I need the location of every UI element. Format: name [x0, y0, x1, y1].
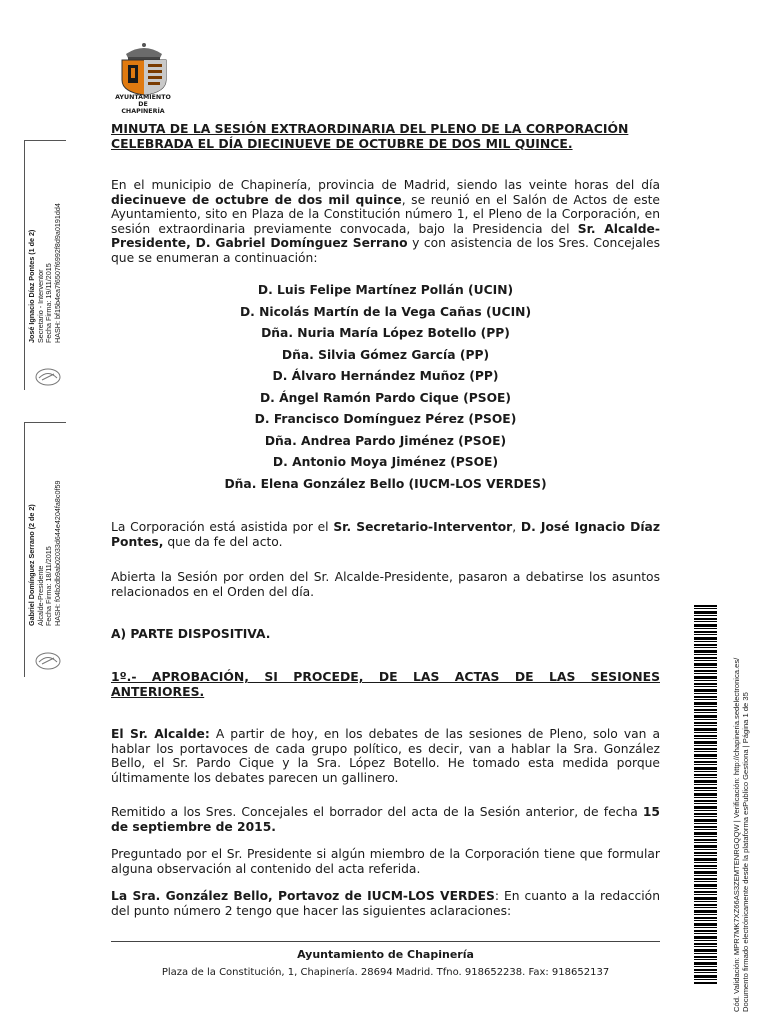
speaker-text: : En cuanto a la redacción del punto número 2 tengo que hacer las siguientes aclaraciones:	[111, 889, 660, 918]
signature-2-date: Fecha Firma: 18/11/2015	[44, 546, 54, 626]
title-line-1: MINUTA DE LA SESIÓN EXTRAORDINARIA DEL PLENO DE LA CORPORACIÓN	[111, 121, 629, 136]
document-title	[111, 122, 660, 151]
remitido-paragraph	[111, 805, 660, 834]
signature-border-2	[24, 422, 25, 677]
logo-caption-1: AYUNTAMIENTO	[115, 94, 171, 101]
signature-border-mid	[24, 422, 66, 423]
opening-paragraph	[111, 570, 660, 599]
signature-border-top	[24, 140, 66, 141]
signature-seal-icon	[34, 366, 62, 392]
section-heading: A) PARTE DISPOSITIVA.	[111, 627, 271, 641]
signature-seal-icon	[34, 650, 62, 676]
signature-2-hash: HASH: f04b2db9ab02033d644e4204fa8c0f59	[52, 480, 62, 626]
logo-caption-2: DE	[138, 101, 148, 108]
list-item: Dña. Elena González Bello (IUCM-LOS VERDES)	[224, 476, 547, 491]
list-item: D. Francisco Domínguez Pérez (PSOE)	[254, 412, 517, 426]
footer-divider	[111, 941, 660, 942]
assistance-text: ,	[512, 520, 521, 534]
signature-1-role: Secretario - Interventor	[35, 269, 45, 343]
signature-2-role: Alcalde-Presidente	[35, 565, 45, 626]
signature-block-2	[28, 451, 62, 626]
preguntado-text: Preguntado por el Sr. Presidente si algún miembro de la Corporación tiene que formular alguna observación al contenido del acta referida.	[111, 847, 660, 876]
coat-of-arms-icon	[118, 40, 170, 96]
list-item: D. Antonio Moya Jiménez (PSOE)	[272, 455, 499, 469]
preguntado-paragraph	[111, 847, 660, 876]
secretary-name: D. José Ignacio Díaz Pontes,	[111, 520, 660, 549]
footer-address: Plaza de la Constitución, 1, Chapinería. 28694 Madrid. Tfno. 918652238. Fax: 918652137	[161, 967, 610, 978]
councillor-list	[111, 280, 660, 495]
session-date: diecinueve de octubre de dos mil quince	[111, 192, 402, 207]
footer-name: Ayuntamiento de Chapinería	[297, 948, 474, 961]
validation-line-1: Cód. Validación: MPR7MK7XZ66AS3ZEMTENRGQQW | Verificación: http://chapineria.sedelectronica.es/	[732, 657, 741, 1012]
signature-2-name: Gabriel Domínguez Serrano (2 de 2)	[27, 504, 36, 626]
signature-1-hash: HASH: bf15b4ea7f6507f6992f8d9a0191dd4	[52, 203, 62, 343]
assistance-paragraph	[111, 520, 660, 549]
alcalde-paragraph	[111, 727, 660, 785]
list-item: Dña. Silvia Gómez García (PP)	[281, 347, 490, 362]
signature-1-date: Fecha Firma: 19/11/2015	[44, 263, 54, 343]
signature-block-1	[28, 168, 62, 343]
signature-1-name: José Ignacio Díaz Pontes (1 de 2)	[27, 229, 36, 343]
list-item: Dña. Andrea Pardo Jiménez (PSOE)	[264, 433, 507, 448]
intro-text: En el municipio de Chapinería, provincia de Madrid, siendo las veinte horas del día	[111, 178, 660, 192]
list-item: Dña. Nuria María López Botello (PP)	[261, 326, 510, 340]
speaker-label: La Sra. González Bello, Portavoz de IUCM-LOS VERDES	[111, 889, 495, 903]
title-line-2: CELEBRADA EL DÍA DIECINUEVE DE OCTUBRE DE DOS MIL QUINCE.	[111, 135, 573, 151]
list-item: D. Álvaro Hernández Muñoz (PP)	[272, 369, 499, 383]
previous-session-date: 15 de septiembre de 2015.	[111, 805, 660, 834]
secretary-title: Sr. Secretario-Interventor	[333, 520, 513, 534]
item-1-line-1: 1º.- APROBACIÓN, SI PROCEDE, DE LAS ACTAS DE LAS SESIONES	[111, 669, 660, 684]
municipal-logo	[118, 40, 170, 96]
validation-text	[732, 602, 750, 1012]
validation-line-2: Documento firmado electrónicamente desde la plataforma esPublico Gestiona | Página 1 de 35	[741, 692, 750, 1012]
president-name: Sr. Alcalde-Presidente, D. Gabriel Domínguez Serrano	[111, 221, 660, 250]
intro-paragraph	[111, 178, 660, 265]
remitido-text: Remitido a los Sres. Concejales el borrador del acta de la Sesión anterior, de fecha	[111, 805, 643, 819]
item-1-line-2: ANTERIORES.	[111, 683, 205, 699]
list-item: D. Ángel Ramón Pardo Cique (PSOE)	[259, 390, 512, 405]
intro-text: , se reunió en el Salón de Actos de este Ayuntamiento, sito en Plaza de la Constitución número 1, el Pleno de la Corporación, en sesión extraordinaria previamente convocada, bajo la Presidencia del	[111, 192, 660, 236]
speaker-label: El Sr. Alcalde:	[111, 727, 210, 741]
assistance-text: que da fe del acto.	[163, 534, 283, 549]
barcode-icon	[694, 605, 717, 985]
intro-text: y con asistencia de los Sres. Concejales que se enumeran a continuación:	[111, 236, 660, 265]
speaker-text: A partir de hoy, en los debates de las sesiones de Pleno, solo van a hablar los portavoces de cada grupo político, es decir, van a hablar la Sra. González Bello, el Sr. Pardo Cique y la Sra. López Botello. He tomado esta medida porque últimamente los debates parecen un gallinero.	[111, 727, 660, 785]
assistance-text: La Corporación está asistida por el	[111, 520, 334, 534]
gonzalez-paragraph	[111, 889, 660, 918]
logo-caption-3: CHAPINERÍA	[121, 108, 165, 115]
agenda-item-1	[111, 670, 660, 699]
list-item: D. Nicolás Martín de la Vega Cañas (UCIN)	[239, 304, 532, 319]
opening-text: Abierta la Sesión por orden del Sr. Alcalde-Presidente, pasaron a debatirse los asuntos relacionados en el Orden del día.	[111, 570, 660, 599]
signature-border	[24, 140, 25, 390]
list-item: D. Luis Felipe Martínez Pollán (UCIN)	[257, 283, 514, 297]
